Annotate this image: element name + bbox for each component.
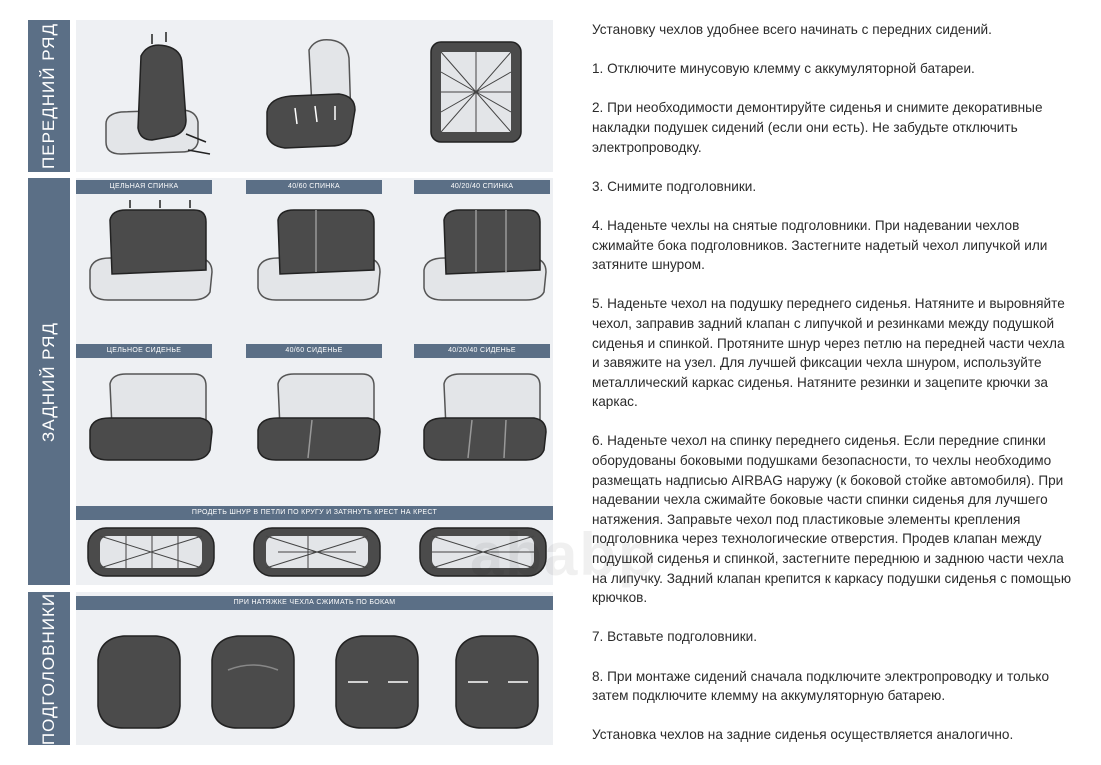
section-rear-row (28, 178, 70, 585)
front-row-label: ПЕРЕДНИЙ РЯД (39, 23, 58, 169)
instruction-step-1: 1. Отключите минусовую клемму с аккумуляторной батареи. (592, 61, 975, 77)
cushion-cord-underside-1 (82, 524, 222, 582)
label-cushion-4060: 40/60 СИДЕНЬЕ (246, 344, 382, 358)
label-cushion-402040: 40/20/40 СИДЕНЬЕ (414, 344, 550, 358)
instruction-step-4: 4. Наденьте чехлы на снятые подголовники. При надевании чехлов сжимайте бока подголовников. Застегните надетый чехол липучкой или затяните шнуром. (592, 217, 1048, 273)
instruction-illustrations (28, 20, 553, 745)
label-headrest-instruction: ПРИ НАТЯЖКЕ ЧЕХЛА СЖИМАТЬ ПО БОКАМ (76, 596, 553, 610)
front-row-panel (76, 20, 553, 172)
front-seat-cushion-illustration (251, 30, 381, 164)
cushion-cord-underside-2 (248, 524, 388, 582)
instructions-text (592, 20, 1072, 765)
instruction-step-3: 3. Снимите подголовники. (592, 178, 757, 194)
rear-cushion-solid-illustration (80, 364, 220, 474)
label-cord-instruction: ПРОДЕТЬ ШНУР В ПЕТЛИ ПО КРУГУ И ЗАТЯНУТЬ КРЕСТ НА КРЕСТ (76, 506, 553, 520)
rear-backrest-402040-illustration (414, 200, 554, 310)
rear-row-label: ЗАДНИЙ РЯД (39, 321, 58, 442)
rear-backrest-solid-illustration (80, 200, 220, 310)
instruction-step-8: 8. При монтаже сидений сначала подключите электропроводку и только затем подключите клемму на аккумуляторную батарею. (592, 668, 1050, 704)
section-front-row (28, 20, 70, 172)
rear-cushion-4060-illustration (248, 364, 388, 474)
headrest-step-2 (198, 620, 308, 740)
label-backrest-402040: 40/20/40 СПИНКА (414, 180, 550, 194)
instruction-step-7: 7. Вставьте подголовники. (592, 629, 758, 645)
headrest-step-4 (442, 620, 552, 740)
instruction-step-5: 5. Наденьте чехол на подушку переднего сиденья. Натяните и выровняйте чехол, заправив задний клапан с липучкой и резинками между подушкой сиденья и спинкой. Протяните шнур через петлю на передней части чехла и завяжите на узел. Для лучшей фиксации чехла шнуром, используйте металлический каркас сиденья. Натяните резинки и зацепите крючки за каркас. (592, 296, 1065, 410)
instruction-outro: Установка чехлов на задние сиденья осуществляется аналогично. (592, 727, 1014, 743)
headrests-label: ПОДГОЛОВНИКИ (39, 592, 58, 745)
instruction-step-2: 2. При необходимости демонтируйте сиденья и снимите декоративные накладки подушек сидений (если они есть). Не забудьте отключить электропроводку. (592, 100, 1043, 155)
headrest-step-3 (322, 620, 432, 740)
label-backrest-solid: ЦЕЛЬНАЯ СПИНКА (76, 180, 212, 194)
watermark: ababp (470, 521, 657, 588)
label-cushion-solid: ЦЕЛЬНОЕ СИДЕНЬЕ (76, 344, 212, 358)
instruction-intro: Установку чехлов удобнее всего начинать с передних сидений. (592, 22, 992, 37)
rear-cushion-402040-illustration (414, 364, 554, 474)
instruction-step-6: 6. Наденьте чехол на спинку переднего сиденья. Если передние спинки оборудованы боковыми подушками безопасности, то чехлы необходимо размещать надписью AIRBAG наружу (к боковой стойке автомобиля). При надевании чехла сжимайте боковые части спинки сиденья для лучшего натяжения. Заправьте чехол под пластиковые элементы крепления подголовника через технологические отверстия. Продев клапан между подушкой сиденья и спинкой, застегните переднюю и заднюю части чехла на липучку. Задний клапан крепится к каркасу подушки сиденья с помощью крючков. (592, 433, 1072, 606)
headrests-panel (76, 592, 553, 745)
label-backrest-4060: 40/60 СПИНКА (246, 180, 382, 194)
seat-frame-cord-illustration (421, 32, 531, 152)
rear-backrest-4060-illustration (248, 200, 388, 310)
section-headrests (28, 592, 70, 745)
headrest-step-1 (84, 620, 194, 740)
front-seat-backrest-illustration (86, 24, 226, 168)
